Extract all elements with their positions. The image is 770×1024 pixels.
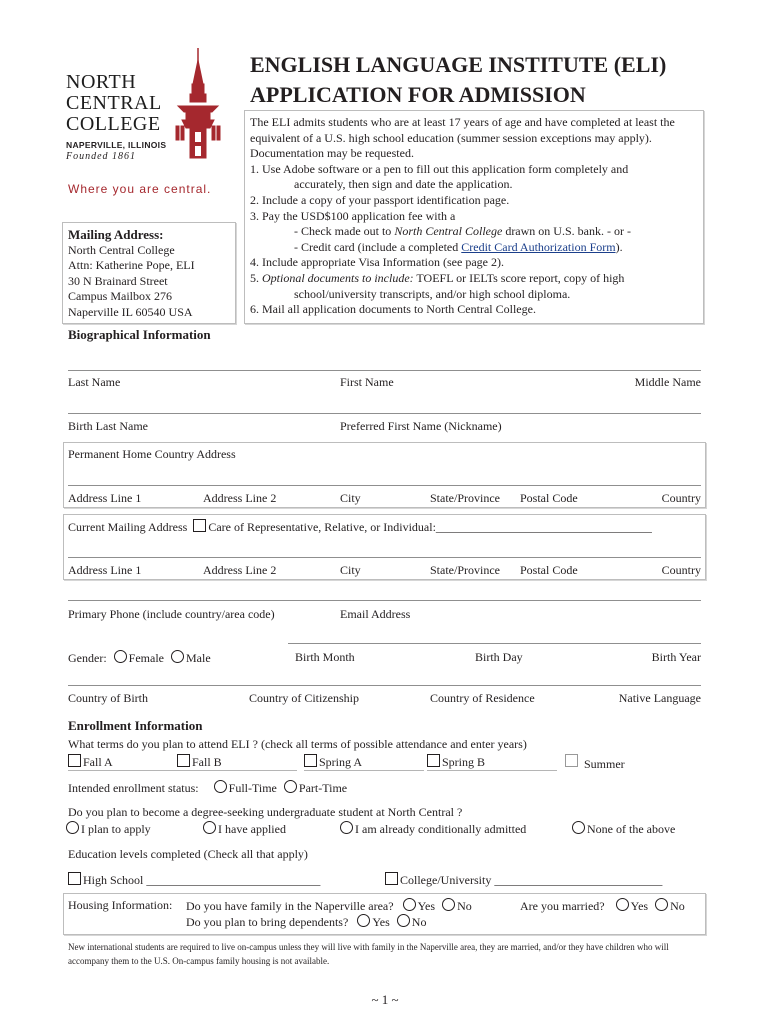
tagline: Where you are central. [68, 182, 212, 196]
phone-email-field-line[interactable] [68, 600, 701, 601]
family-question: Do you have family in the Naperville area? [186, 899, 394, 913]
current-address-field-line[interactable] [68, 557, 701, 558]
mailing-line-2: Attn: Katherine Pope, ELI [68, 258, 195, 272]
care-of-checkbox[interactable] [193, 519, 206, 532]
summer-checkbox[interactable] [565, 754, 578, 767]
country-citizenship-label: Country of Citizenship [249, 691, 359, 705]
mailing-address-box [62, 222, 236, 324]
housing-q1-row [186, 898, 472, 914]
cur-state-label: State/Province [430, 563, 500, 577]
dependents-no-label: No [411, 915, 427, 929]
cur-city-label: City [340, 563, 361, 577]
tower-logo-icon [168, 46, 228, 161]
step-2: 2. Include a copy of your passport identification page. [250, 192, 510, 207]
full-time-label: Full-Time [228, 781, 277, 795]
native-language-label: Native Language [618, 691, 701, 705]
country-residence-label: Country of Residence [430, 691, 535, 705]
dependents-no-radio[interactable] [397, 914, 410, 927]
cur-country-label: Country [661, 563, 701, 577]
male-radio[interactable] [171, 650, 184, 663]
fall-b-year-line[interactable] [177, 770, 297, 771]
dependents-question: Do you plan to bring dependents? [186, 915, 349, 929]
mailing-line-3: 30 N Brainard Street [68, 273, 168, 288]
step-5-cont: school/university transcripts, and/or high school diploma. [294, 286, 571, 301]
step-3: 3. Pay the USD$100 application fee with a [250, 208, 456, 223]
status-row [68, 780, 347, 796]
dependents-yes-label: Yes [372, 915, 390, 929]
middle-name-label: Middle Name [634, 375, 701, 389]
fall-a-year-line[interactable] [68, 770, 178, 771]
mailing-line-5: Naperville IL 60540 USA [68, 304, 193, 319]
enrollment-heading: Enrollment Information [68, 718, 203, 733]
spring-a-checkbox[interactable] [304, 754, 317, 767]
married-row [520, 898, 685, 914]
term-summer[interactable]: Summer [565, 754, 625, 770]
married-no-radio[interactable] [655, 898, 668, 911]
housing-label: Housing Information: [68, 898, 173, 912]
cond-admitted-radio[interactable] [340, 821, 353, 834]
cur-addr1-label: Address Line 1 [68, 563, 142, 577]
title-line-2: APPLICATION FOR ADMISSION [250, 82, 586, 107]
edu-high-school[interactable]: High School _____________________________ [68, 872, 320, 888]
gender-row [68, 650, 211, 666]
dependents-yes-radio[interactable] [357, 914, 370, 927]
intro-paragraph: The ELI admits students who are at least 17 years of age and have completed at least the equivalent of a U.S. high school education (summer session exceptions may apply). Documentation may be requested. [250, 115, 675, 161]
perm-city-label: City [340, 491, 361, 505]
none-above-radio[interactable] [572, 821, 585, 834]
logo-founded: Founded 1861 [66, 151, 137, 162]
title-line-1: ENGLISH LANGUAGE INSTITUTE (ELI) [250, 52, 667, 77]
step-6: 6. Mail all application documents to North Central College. [250, 302, 536, 317]
spring-b-year-line[interactable] [427, 770, 557, 771]
perm-state-label: State/Province [430, 491, 500, 505]
degree-plan-apply[interactable]: I plan to apply [66, 821, 151, 837]
birth-last-name-label: Birth Last Name [68, 419, 148, 433]
married-no-label: No [670, 899, 685, 913]
step-3-check: - Check made out to North Central College drawn on U.S. bank. - or - [294, 224, 631, 239]
step-3-card: - Credit card (include a completed Credit Card Authorization Form). [294, 239, 623, 254]
married-yes-radio[interactable] [616, 898, 629, 911]
plan-apply-radio[interactable] [66, 821, 79, 834]
male-label: Male [185, 651, 211, 665]
fall-b-checkbox[interactable] [177, 754, 190, 767]
country-birth-label: Country of Birth [68, 691, 148, 705]
current-address-row [68, 519, 652, 535]
bio-heading: Biographical Information [68, 327, 211, 342]
step-5: 5. Optional documents to include: TOEFL or IELTs score report, copy of high [250, 270, 625, 285]
degree-have-applied[interactable]: I have applied [203, 821, 286, 837]
fall-a-checkbox[interactable] [68, 754, 81, 767]
term-fall-a[interactable]: Fall A [68, 754, 113, 770]
degree-question: Do you plan to become a degree-seeking undergraduate student at North Central ? [68, 805, 463, 819]
logo-line-3: COLLEGE [66, 113, 161, 135]
family-no-label: No [457, 899, 472, 913]
housing-q2-row [186, 914, 426, 930]
part-time-label: Part-Time [298, 781, 348, 795]
married-question: Are you married? [520, 899, 605, 913]
permanent-address-field-line[interactable] [68, 485, 701, 486]
logo-location: NAPERVILLE, ILLINOIS [66, 140, 167, 150]
family-yes-radio[interactable] [403, 898, 416, 911]
cur-postal-label: Postal Code [520, 563, 578, 577]
permanent-address-label: Permanent Home Country Address [68, 447, 236, 461]
mailing-line-4: Campus Mailbox 276 [68, 289, 172, 303]
term-fall-b[interactable]: Fall B [177, 754, 222, 770]
female-label: Female [128, 651, 164, 665]
family-yes-label: Yes [417, 899, 436, 913]
name-field-line[interactable] [68, 370, 701, 371]
birth-day-label: Birth Day [475, 650, 523, 664]
housing-note: New international students are required to live on-campus unless they will live with family in the Naperville area, they are married, and/or they have children who will accompany them to the U.S. On-campus family housing is not available. [68, 942, 669, 966]
credit-card-form-link[interactable]: Credit Card Authorization Form [461, 239, 616, 254]
first-name-label: First Name [340, 375, 394, 389]
phone-label: Primary Phone (include country/area code) [68, 607, 275, 621]
last-name-label: Last Name [68, 375, 121, 389]
have-applied-radio[interactable] [203, 821, 216, 834]
step-1-cont: accurately, then sign and date the application. [294, 177, 513, 192]
full-time-radio[interactable] [214, 780, 227, 793]
female-radio[interactable] [114, 650, 127, 663]
birth-name-field-line[interactable] [68, 413, 701, 414]
page-title [250, 50, 666, 110]
spring-a-year-line[interactable] [304, 770, 424, 771]
birth-month-label: Birth Month [295, 650, 355, 664]
logo-line-1: NORTH [66, 71, 137, 93]
degree-none-above[interactable]: None of the above [572, 821, 675, 837]
country-field-line[interactable] [68, 685, 701, 686]
perm-country-label: Country [661, 491, 701, 505]
mailing-line-1: North Central College [68, 242, 175, 257]
email-label: Email Address [340, 607, 411, 621]
education-question: Education levels completed (Check all that apply) [68, 847, 308, 861]
mailing-heading: Mailing Address: [68, 227, 164, 242]
perm-addr1-label: Address Line 1 [68, 491, 142, 505]
instructions-box [244, 110, 704, 324]
college-checkbox[interactable] [385, 872, 398, 885]
perm-addr2-label: Address Line 2 [203, 491, 277, 505]
logo-line-2: CENTRAL [66, 92, 162, 114]
edu-college[interactable]: College/University ____________________________ [385, 872, 662, 888]
terms-question: What terms do you plan to attend ELI ? (check all terms of possible attendance and enter years) [68, 737, 527, 751]
gender-label: Gender: [68, 651, 107, 665]
birth-date-field-line[interactable] [288, 643, 701, 644]
page-number: ~ 1 ~ [371, 992, 399, 1007]
care-of-label: Care of Representative, Relative, or Individual:____________________________________ [208, 520, 652, 534]
perm-postal-label: Postal Code [520, 491, 578, 505]
part-time-radio[interactable] [284, 780, 297, 793]
high-school-checkbox[interactable] [68, 872, 81, 885]
term-spring-a[interactable]: Spring A [304, 754, 362, 770]
current-address-label: Current Mailing Address [68, 520, 188, 534]
family-no-radio[interactable] [442, 898, 455, 911]
term-spring-b[interactable]: Spring B [427, 754, 485, 770]
married-yes-label: Yes [630, 899, 649, 913]
cur-addr2-label: Address Line 2 [203, 563, 277, 577]
step-1: 1. Use Adobe software or a pen to fill out this application form completely and [250, 161, 629, 176]
preferred-name-label: Preferred First Name (Nickname) [340, 419, 502, 433]
degree-cond-admitted[interactable]: I am already conditionally admitted [340, 821, 526, 837]
birth-year-label: Birth Year [651, 650, 701, 664]
step-4: 4. Include appropriate Visa Information (see page 2). [250, 255, 504, 270]
spring-b-checkbox[interactable] [427, 754, 440, 767]
status-question: Intended enrollment status: [68, 781, 199, 795]
